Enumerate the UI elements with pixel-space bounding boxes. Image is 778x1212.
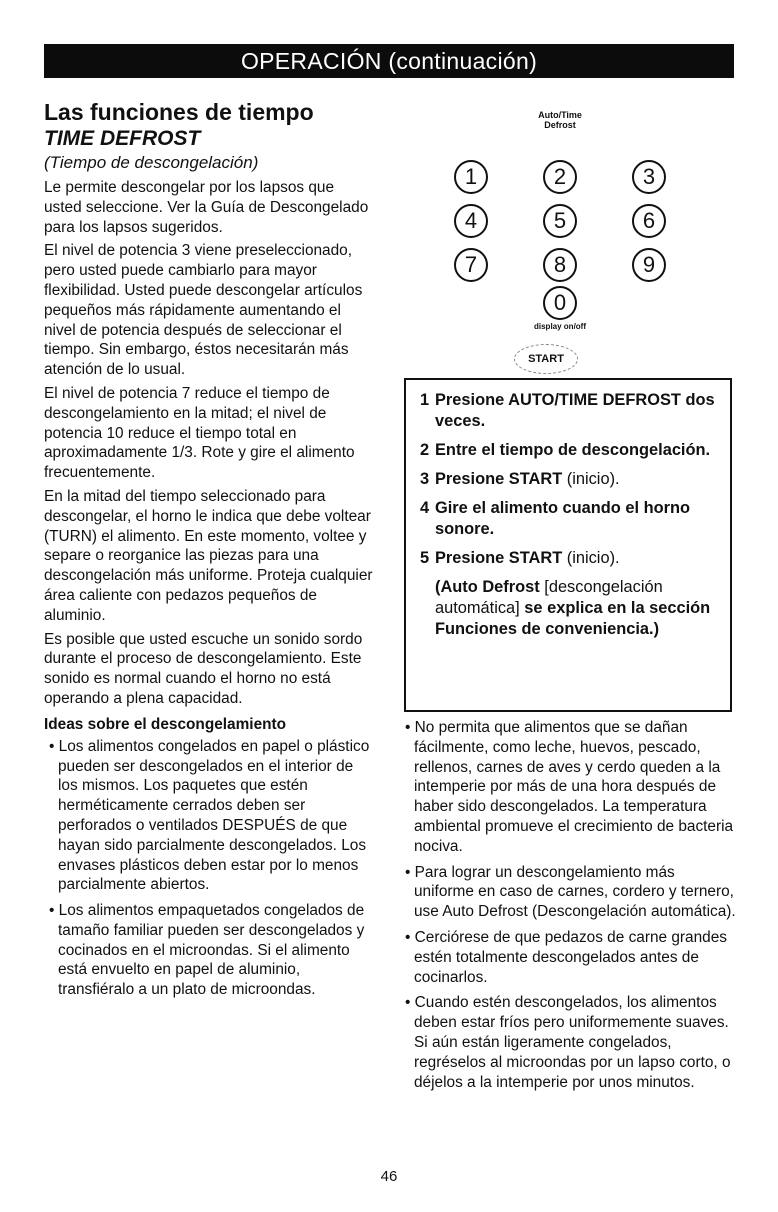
key-0: 0: [543, 286, 577, 320]
key-2: 2: [543, 160, 577, 194]
left-column: [44, 98, 374, 1006]
key-9: 9: [632, 248, 666, 282]
ideas-heading: Ideas sobre el descongelamiento: [44, 715, 287, 733]
key-6: 6: [632, 204, 666, 238]
bullet-item: • No permita que alimentos que se dañan fácilmente, como leche, huevos, pescado, rellenos, carnes de aves y cerdo queden a la intemperie por más de una hora después de haber sido descongelados. La temperatura ambiental promueve el crecimiento de bacteria nociva.: [405, 719, 734, 855]
auto-defrost-note: (Auto Defrost [descongelación automática] se explica en la sección Funciones de conveniencia.): [435, 578, 711, 638]
auto-time-defrost-key: Auto/Time Defrost: [538, 110, 582, 130]
key-7: 7: [454, 248, 488, 282]
key-8: 8: [543, 248, 577, 282]
paragraph-power-level-7: El nivel de potencia 7 reduce el tiempo de descongelamiento en la mitad; el nivel de potencia 10 reduce el tiempo total en aproximadamente 1/3. Rote y gire el alimento frecuentemente.: [44, 384, 355, 482]
key-4: 4: [454, 204, 488, 238]
start-key: START: [514, 344, 578, 374]
display-on-off-label: display on/off: [534, 322, 586, 331]
paragraph-power-level-3: El nivel de potencia 3 viene preseleccionado, pero usted puede cambiarlo para mayor flexibilidad. Usted puede descongelar artículos pequeños más rápidamente aumentando el nivel de potencia después de seleccionar el tiempo. Sin embargo, éstos necesitarán más atención de lo usual.: [44, 242, 363, 379]
bullet-item: • Los alimentos empaquetados congelados de tamaño familiar pueden ser descongelados y cocinados en el microondas. Si el alimento está envuelto en papel de aluminio, transfiéralo a un plato de microondas.: [49, 902, 365, 999]
key-5: 5: [543, 204, 577, 238]
step-3: 3 Presione START (inicio).: [420, 470, 620, 488]
step-1: 1 Presione AUTO/TIME DEFROST dos veces.: [420, 391, 715, 430]
subtitle-english: TIME DEFROST: [44, 127, 201, 150]
paragraph-turn: En la mitad del tiempo seleccionado para descongelar, el horno le indica que debe voltear (TURN) el alimento. En este momento, voltee y separe o reorganice las piezas para una descongelación más uniforme. Proteja cualquier área caliente con pedazos pequeños de aluminio.: [44, 487, 373, 624]
bullet-item: • Cuando estén descongelados, los alimentos deben estar fríos pero uniformemente suaves. Si aún están ligeramente congelados, regréselos al microondas por un lapso corto, o déjelos a la intemperie por unos minutos.: [405, 994, 731, 1091]
bullet-item: • Cerciórese de que pedazos de carne grandes estén totalmente descongelados antes de cocinarlos.: [405, 928, 727, 986]
right-bullet-list: [400, 718, 738, 1098]
header-bar: [44, 44, 734, 78]
section-title: Las funciones de tiempo: [44, 99, 314, 125]
steps-box: [404, 378, 732, 712]
key-3: 3: [632, 160, 666, 194]
bullet-item: • Para lograr un descongelamiento más uniforme en caso de carnes, cordero y ternero, use Auto Defrost (Descongelación automática).: [405, 863, 736, 921]
header-title: OPERACIÓN (continuación): [240, 48, 538, 74]
paragraph-intro: Le permite descongelar por los lapsos que usted seleccione. Ver la Guía de Descongelado para los lapsos sugeridos.: [44, 179, 369, 236]
step-2: 2 Entre el tiempo de descongelación.: [420, 441, 711, 459]
bullet-item: • Los alimentos congelados en papel o plástico pueden ser descongelados en el interior de los mismos. Los paquetes que estén herméticamente cerrados deben ser perforados o ventilados DESPUÉS de que hayan sido parcialmente descongelados. Los envases plásticos deben estar por lo menos parcialmente abiertos.: [49, 737, 370, 894]
page-number: 46: [380, 1168, 398, 1185]
paragraph-sound: Es posible que usted escuche un sonido sordo durante el proceso de descongelamiento. Este sonido es normal cuando el horno no está operando a plena capacidad.: [44, 630, 363, 707]
step-5: 5 Presione START (inicio).: [420, 549, 620, 567]
key-1: 1: [454, 160, 488, 194]
subtitle-spanish: (Tiempo de descongelación): [44, 153, 259, 172]
keypad-illustration: [440, 106, 680, 376]
step-4: 4 Gire el alimento cuando el horno sonore.: [420, 499, 691, 538]
